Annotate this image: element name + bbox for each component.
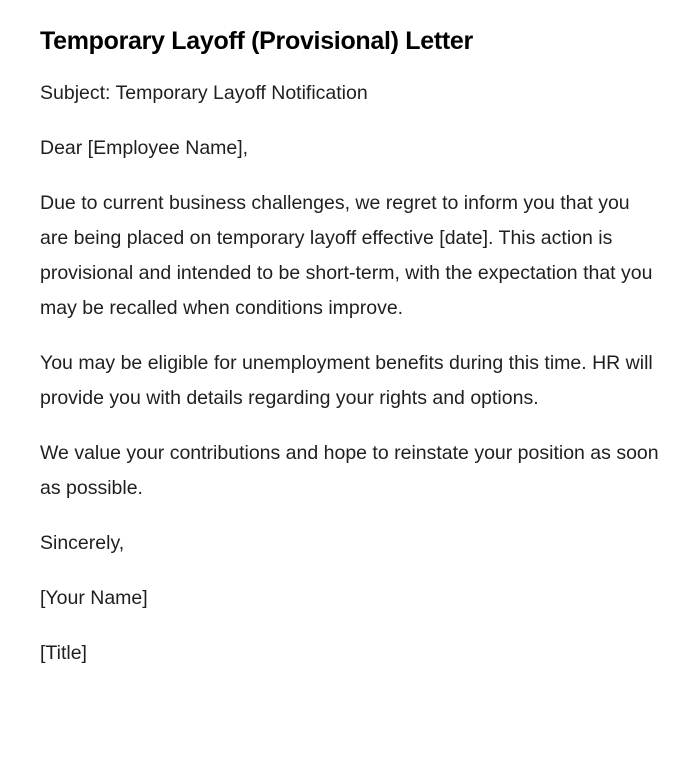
letter-paragraph-2: You may be eligible for unemployment benefits during this time. HR will provide you with details regarding your rights and options.: [40, 352, 653, 409]
signature-title: [Title]: [40, 642, 87, 664]
letter-closing: Sincerely,: [40, 532, 125, 554]
letter-greeting: Dear [Employee Name],: [40, 137, 249, 159]
signature-name: [Your Name]: [40, 587, 148, 609]
letter-title: Temporary Layoff (Provisional) Letter: [40, 27, 473, 55]
letter-paragraph-1: Due to current business challenges, we regret to inform you that you are being placed on temporary layoff effective [date]. This action is provisional and intended to be short-term, with the expectation that you may be recalled when conditions improve.: [40, 192, 653, 319]
letter-paragraph-3: We value your contributions and hope to reinstate your position as soon as possible.: [40, 442, 659, 499]
letter-subject: Subject: Temporary Layoff Notification: [40, 82, 368, 104]
